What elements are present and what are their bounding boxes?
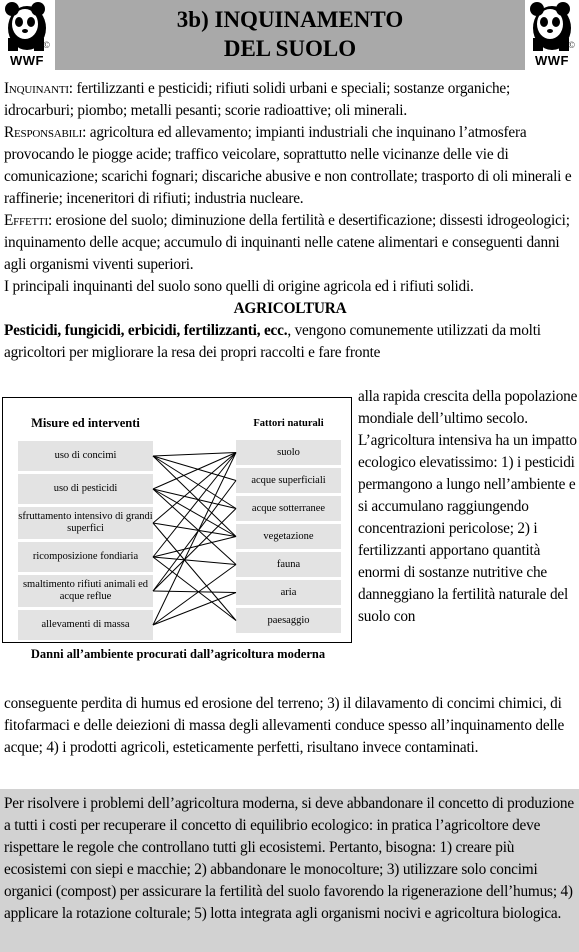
measure-cell: sfruttamento intensivo di grandi superfici xyxy=(18,507,153,539)
measure-cell: uso di concimi xyxy=(18,441,153,471)
responsabili-label: Responsabili: xyxy=(4,124,87,141)
summary-paragraph: I principali inquinanti del suolo sono quelli di origine agricola ed i rifiuti solidi. xyxy=(4,278,474,295)
intro-section xyxy=(4,78,576,364)
left-column-header: Misure ed interventi xyxy=(31,416,140,430)
factor-cell: paesaggio xyxy=(236,608,341,633)
connection-line xyxy=(153,565,236,626)
agricoltura-lead-text: , vengono comunemente utilizzati da molti agricoltori per migliorare la resa dei propri raccolti e fare fronte xyxy=(4,322,541,361)
agricoltura-lead-bold: Pesticidi, fungicidi, erbicidi, fertilizzanti, ecc. xyxy=(4,322,288,339)
factor-cell: suolo xyxy=(236,440,341,465)
factor-cell: aria xyxy=(236,580,341,605)
wwf-logo-left xyxy=(2,0,52,68)
connection-line xyxy=(153,591,236,593)
agricoltura-side-text: alla rapida crescita della popolazione mondiale dell’ultimo secolo. L’agricoltura intensiva ha un impatto ecologico elevatissimo: 1) i pesticidi permangono a lungo nell’ambiente e si accumulano raggiungendo concentrazioni pericolose; 2) i fertilizzanti apportano quantità enormi di sostanze nutritive che danneggiano la fertilità naturale del suolo con xyxy=(358,388,578,625)
wwf-logo-text: WWF xyxy=(535,53,569,68)
measure-cell: uso di pesticidi xyxy=(18,474,153,504)
connection-line xyxy=(153,489,236,509)
title-line-1: 3b) INQUINAMENTO xyxy=(176,7,404,32)
conclusion-box xyxy=(0,789,579,952)
copyright-mark: © xyxy=(568,40,575,50)
factor-cell: vegetazione xyxy=(236,524,341,549)
connection-line xyxy=(153,557,236,565)
factor-cell: acque superficiali xyxy=(236,468,341,493)
effetti-text: erosione del suolo; diminuzione della fertilità e desertificazione; dissesti idrogeologici; inquinamento delle acque; accumulo di inquinanti nelle catene alimentari e conseguenti danni agli organismi viventi superiori. xyxy=(4,212,570,273)
agricoltura-lead xyxy=(4,320,576,364)
measure-cell: smaltimento rifiuti animali ed acque reflue xyxy=(18,575,153,607)
responsabili-paragraph xyxy=(4,122,576,210)
connection-line xyxy=(153,509,236,592)
title-line-2: DEL SUOLO xyxy=(223,36,357,61)
responsabili-text: agricoltura ed allevamento; impianti industriali che inquinano l’atmosfera provocando le piogge acide; traffico veicolare, soprattutto nelle vicinanze delle vie di comunicazione; scarichi fognari; discariche abusive e non controllate; trasporto di oli minerali e raffinerie; inceneritori di rifiuti; industria nucleare. xyxy=(4,124,572,207)
connection-line xyxy=(153,453,236,626)
effetti-paragraph xyxy=(4,210,576,276)
agricoltura-heading: AGRICOLTURA xyxy=(233,300,347,317)
connection-line xyxy=(153,453,236,490)
wwf-logo-text: WWF xyxy=(10,53,44,68)
connection-line xyxy=(153,453,236,457)
wwf-logo-right xyxy=(527,0,577,68)
right-column-header: Fattori naturali xyxy=(253,418,324,429)
connection-lines xyxy=(3,398,353,644)
agriculture-damage-diagram xyxy=(2,397,354,677)
factor-cell: fauna xyxy=(236,552,341,577)
copyright-mark: © xyxy=(43,40,50,50)
connection-line xyxy=(153,481,236,592)
diagram-caption: Danni all’ambiente procurati dall’agricoltura moderna xyxy=(30,647,326,661)
agricoltura-after-text: conseguente perdita di humus ed erosione del terreno; 3) il dilavamento di concimi chimici, di fitofarmaci e delle deiezioni di massa degli allevamenti conduce spesso all’inquinamento delle acque; 4) i prodotti agricoli, esteticamente perfetti, risultano invece contaminati. xyxy=(4,695,565,756)
factor-cell: acque sotterranee xyxy=(236,496,341,521)
measure-cell: ricomposizione fondiaria xyxy=(18,542,153,572)
effetti-label: Effetti: xyxy=(4,212,53,229)
inquinanti-text: fertilizzanti e pesticidi; rifiuti solidi urbani e speciali; sostanze organiche; idrocarburi; piombo; metalli pesanti; scorie radioattive; oli minerali. xyxy=(4,80,511,119)
inquinanti-label: Inquinanti: xyxy=(4,80,73,97)
connection-line xyxy=(153,593,236,626)
conclusion-text: Per risolvere i problemi dell’agricoltura moderna, si deve abbandonare il concetto di produzione a tutti i costi per recuperare il concetto di equilibrio ecologico: in pratica l’agricoltore deve rispettare le regole che controllano tutti gli ecosistemi. Pertanto, bisogna: 1) creare più ecosistemi con siepi e macchie; 2) abbandonare le monocolture; 3) utilizzare solo concimi organici (compost) per assicurare la fertilità del suolo favorendo la rigenerazione dell’humus; 4) applicare la rotazione colturale; 5) lotta integrata agli organismi nocivi e agricoltura biologica. xyxy=(4,795,574,922)
diagram-frame xyxy=(2,397,352,643)
page-title xyxy=(55,0,525,70)
connection-line xyxy=(153,557,236,621)
inquinanti-paragraph xyxy=(4,78,576,122)
measure-cell: allevamenti di massa xyxy=(18,610,153,640)
